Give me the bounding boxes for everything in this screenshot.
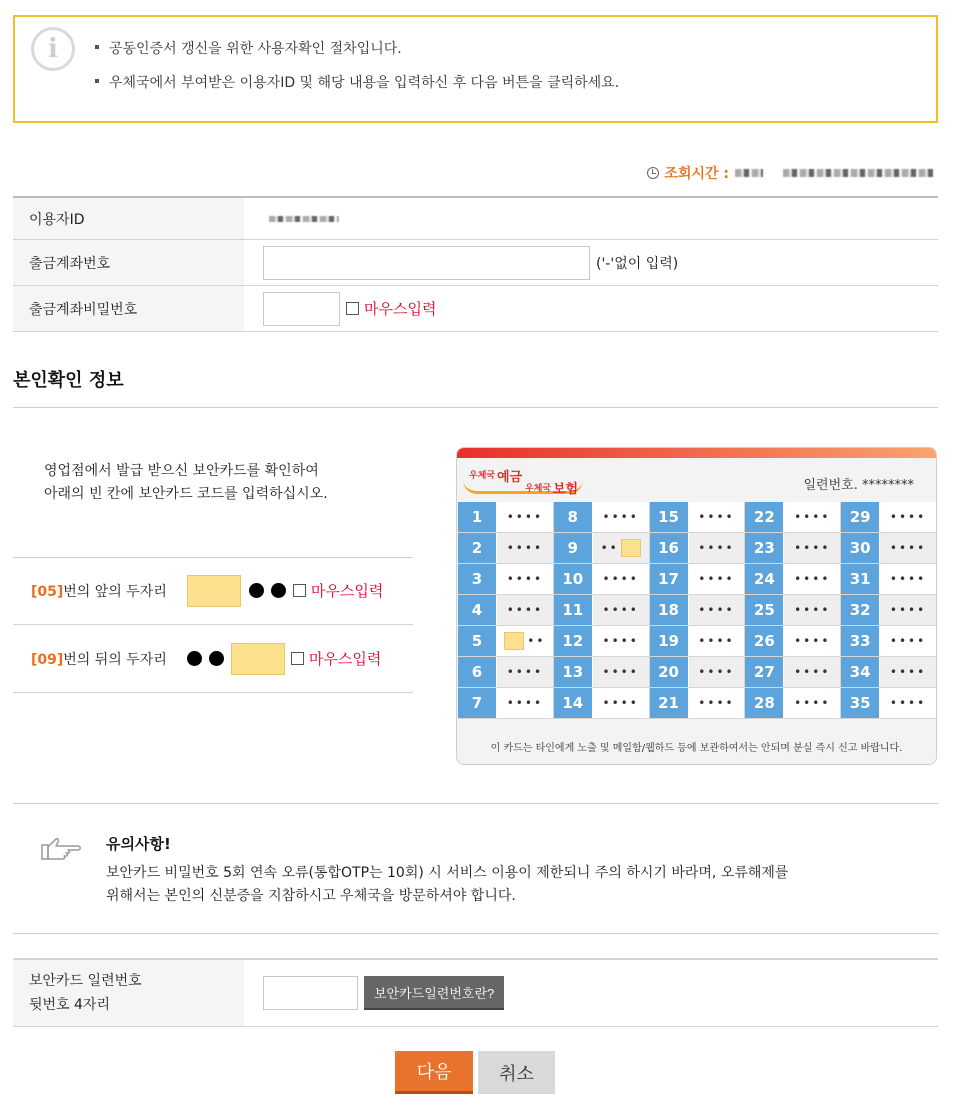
card-code-cell: •••• xyxy=(784,626,841,656)
card-index: 1 xyxy=(458,502,497,532)
card-index: 31 xyxy=(841,564,880,594)
card-code-cell: •••• xyxy=(784,595,841,625)
card-index: 29 xyxy=(841,502,880,532)
user-id-row xyxy=(13,198,938,240)
card-index: 25 xyxy=(745,595,784,625)
code2-number: [09] xyxy=(31,651,64,668)
card-index: 3 xyxy=(458,564,497,594)
card-index: 30 xyxy=(841,533,880,563)
user-id-redacted xyxy=(269,216,339,222)
card-code-cell: •••• xyxy=(689,564,746,594)
security-card xyxy=(456,447,937,765)
query-time xyxy=(647,163,933,183)
card-code-cell: •••• xyxy=(593,688,650,718)
card-code-cell: •••• xyxy=(689,688,746,718)
card-index: 12 xyxy=(554,626,593,656)
card-index: 26 xyxy=(745,626,784,656)
query-time-label: 조회시간 : xyxy=(664,166,729,182)
card-code-cell: •••• xyxy=(784,657,841,687)
card-grid-row xyxy=(458,626,937,657)
serial-help-button[interactable]: 보안카드일련번호란? xyxy=(364,976,504,1010)
serial-input-row xyxy=(13,958,938,1027)
mask-dot-icon xyxy=(271,583,286,598)
mask-dot-icon xyxy=(187,651,202,666)
card-code-cell: •••• xyxy=(497,688,554,718)
code2-text: 번의 뒤의 두자리 xyxy=(63,651,167,668)
highlight-cell xyxy=(621,539,641,557)
card-code-cell: •••• xyxy=(880,595,937,625)
notice-list xyxy=(95,37,619,105)
card-code-cell: •••• xyxy=(880,657,937,687)
card-index: 16 xyxy=(650,533,689,563)
card-code-cell: •••• xyxy=(689,533,746,563)
card-code-cell: •••• xyxy=(880,626,937,656)
card-index: 20 xyxy=(650,657,689,687)
card-grid-row xyxy=(458,533,937,564)
card-code-cell: •••• xyxy=(497,564,554,594)
card-grid-row xyxy=(458,657,937,688)
divider xyxy=(13,803,938,804)
card-grid-row xyxy=(458,564,937,595)
serial-input-label: 보안카드 일련번호 뒷번호 4자리 xyxy=(13,960,244,1026)
divider xyxy=(13,933,938,934)
card-grid xyxy=(458,502,937,719)
password-row xyxy=(13,286,938,332)
code-row-2 xyxy=(13,625,413,693)
mouse-input-checkbox[interactable] xyxy=(346,302,359,315)
card-code-cell: •••• xyxy=(880,688,937,718)
card-code-cell: •••• xyxy=(497,657,554,687)
code2-input[interactable] xyxy=(231,643,285,675)
notice-line: 공동인증서 갱신을 위한 사용자확인 절차입니다. xyxy=(95,37,619,71)
card-code-cell: •••• xyxy=(593,657,650,687)
card-index: 33 xyxy=(841,626,880,656)
card-index: 7 xyxy=(458,688,497,718)
card-index: 32 xyxy=(841,595,880,625)
card-index: 13 xyxy=(554,657,593,687)
card-index: 19 xyxy=(650,626,689,656)
card-grid-row xyxy=(458,688,937,719)
cancel-button[interactable]: 취소 xyxy=(478,1051,555,1094)
card-code-cell: •••• xyxy=(880,564,937,594)
next-button[interactable]: 다음 xyxy=(395,1051,473,1094)
card-index: 4 xyxy=(458,595,497,625)
card-index: 11 xyxy=(554,595,593,625)
account-row xyxy=(13,240,938,286)
card-code-cell: •••• xyxy=(689,595,746,625)
card-index: 34 xyxy=(841,657,880,687)
card-footer: 이 카드는 타인에게 노출 및 메일함/웹하드 등에 보관하여서는 안되며 분실 즉시 신고 바랍니다. xyxy=(490,743,903,754)
code-row-1 xyxy=(13,557,413,625)
mouse-input-checkbox[interactable] xyxy=(293,584,306,597)
password-label: 출금계좌비밀번호 xyxy=(13,286,244,331)
card-index: 17 xyxy=(650,564,689,594)
account-hint: ('-'없이 입력) xyxy=(596,255,679,272)
card-index: 23 xyxy=(745,533,784,563)
divider xyxy=(13,407,938,408)
password-input[interactable] xyxy=(263,292,340,326)
caution-title: 유의사항! xyxy=(106,835,171,853)
card-code-cell: •••• xyxy=(497,502,554,532)
card-code-cell: •••• xyxy=(784,688,841,718)
pointing-hand-icon xyxy=(40,836,82,862)
caution-text: 보안카드 비밀번호 5회 연속 오류(통합OTP는 10회) 시 서비스 이용이 제한되니 주의 하시기 바라며, 오류해제를 위해서는 본인의 신분증을 지참하시고 우체국을 방문하셔야 합니다. xyxy=(106,865,789,904)
card-index: 35 xyxy=(841,688,880,718)
card-code-cell: •••• xyxy=(784,533,841,563)
mouse-input-label[interactable]: 마우스입력 xyxy=(310,582,384,600)
card-code-cell: •••• xyxy=(880,533,937,563)
account-input[interactable] xyxy=(263,246,590,280)
card-index: 2 xyxy=(458,533,497,563)
postbank-logo: 우체국 예금 우체국 보험 xyxy=(463,466,593,500)
card-code-cell: •••• xyxy=(593,626,650,656)
mouse-input-label[interactable]: 마우스입력 xyxy=(308,650,382,668)
card-index: 21 xyxy=(650,688,689,718)
card-index: 8 xyxy=(554,502,593,532)
info-icon: i xyxy=(31,27,75,71)
card-serial: 일련번호. ******** xyxy=(803,478,914,493)
card-index: 14 xyxy=(554,688,593,718)
serial-input[interactable] xyxy=(263,976,358,1010)
query-time-redacted xyxy=(783,169,933,177)
card-index: 15 xyxy=(650,502,689,532)
card-code-cell: •••• xyxy=(593,564,650,594)
account-form xyxy=(13,196,938,332)
card-code-cell: •••• xyxy=(689,657,746,687)
card-index: 9 xyxy=(554,533,593,563)
mouse-input-checkbox[interactable] xyxy=(291,652,304,665)
card-grid-row xyxy=(458,595,937,626)
account-label: 출금계좌번호 xyxy=(13,240,244,285)
mask-dot-icon xyxy=(209,651,224,666)
user-id-label: 이용자ID xyxy=(13,198,244,239)
notice-box xyxy=(13,15,938,123)
card-code-cell: •••• xyxy=(497,595,554,625)
clock-icon xyxy=(647,167,659,179)
card-code-cell: •••• xyxy=(880,502,937,532)
card-index: 28 xyxy=(745,688,784,718)
card-index: 18 xyxy=(650,595,689,625)
mouse-input-label[interactable]: 마우스입력 xyxy=(364,300,437,318)
card-index: 5 xyxy=(458,626,497,656)
security-card-instruction: 영업점에서 발급 받으신 보안카드를 확인하여 아래의 빈 칸에 보안카드 코드를 입력하십시오. xyxy=(44,463,328,502)
card-code-cell: •••• xyxy=(689,626,746,656)
card-index: 24 xyxy=(745,564,784,594)
query-time-redacted xyxy=(735,169,763,177)
card-index: 27 xyxy=(745,657,784,687)
card-code-cell: •••• xyxy=(593,595,650,625)
code1-text: 번의 앞의 두자리 xyxy=(63,583,167,600)
mask-dot-icon xyxy=(249,583,264,598)
card-code-cell: •••• xyxy=(784,564,841,594)
code1-input[interactable] xyxy=(187,575,241,607)
card-code-cell: •• xyxy=(497,626,554,656)
card-index: 10 xyxy=(554,564,593,594)
card-code-cell: •• xyxy=(593,533,650,563)
section-title: 본인확인 정보 xyxy=(13,370,124,391)
card-grid-row xyxy=(458,502,937,533)
code1-number: [05] xyxy=(31,583,64,600)
highlight-cell xyxy=(504,632,524,650)
card-code-cell: •••• xyxy=(784,502,841,532)
card-code-cell: •••• xyxy=(689,502,746,532)
action-buttons xyxy=(395,1051,555,1094)
card-code-cell: •••• xyxy=(497,533,554,563)
card-code-cell: •••• xyxy=(593,502,650,532)
notice-line: 우체국에서 부여받은 이용자ID 및 해당 내용을 입력하신 후 다음 버튼을 클릭하세요. xyxy=(95,71,619,105)
card-index: 6 xyxy=(458,657,497,687)
card-index: 22 xyxy=(745,502,784,532)
